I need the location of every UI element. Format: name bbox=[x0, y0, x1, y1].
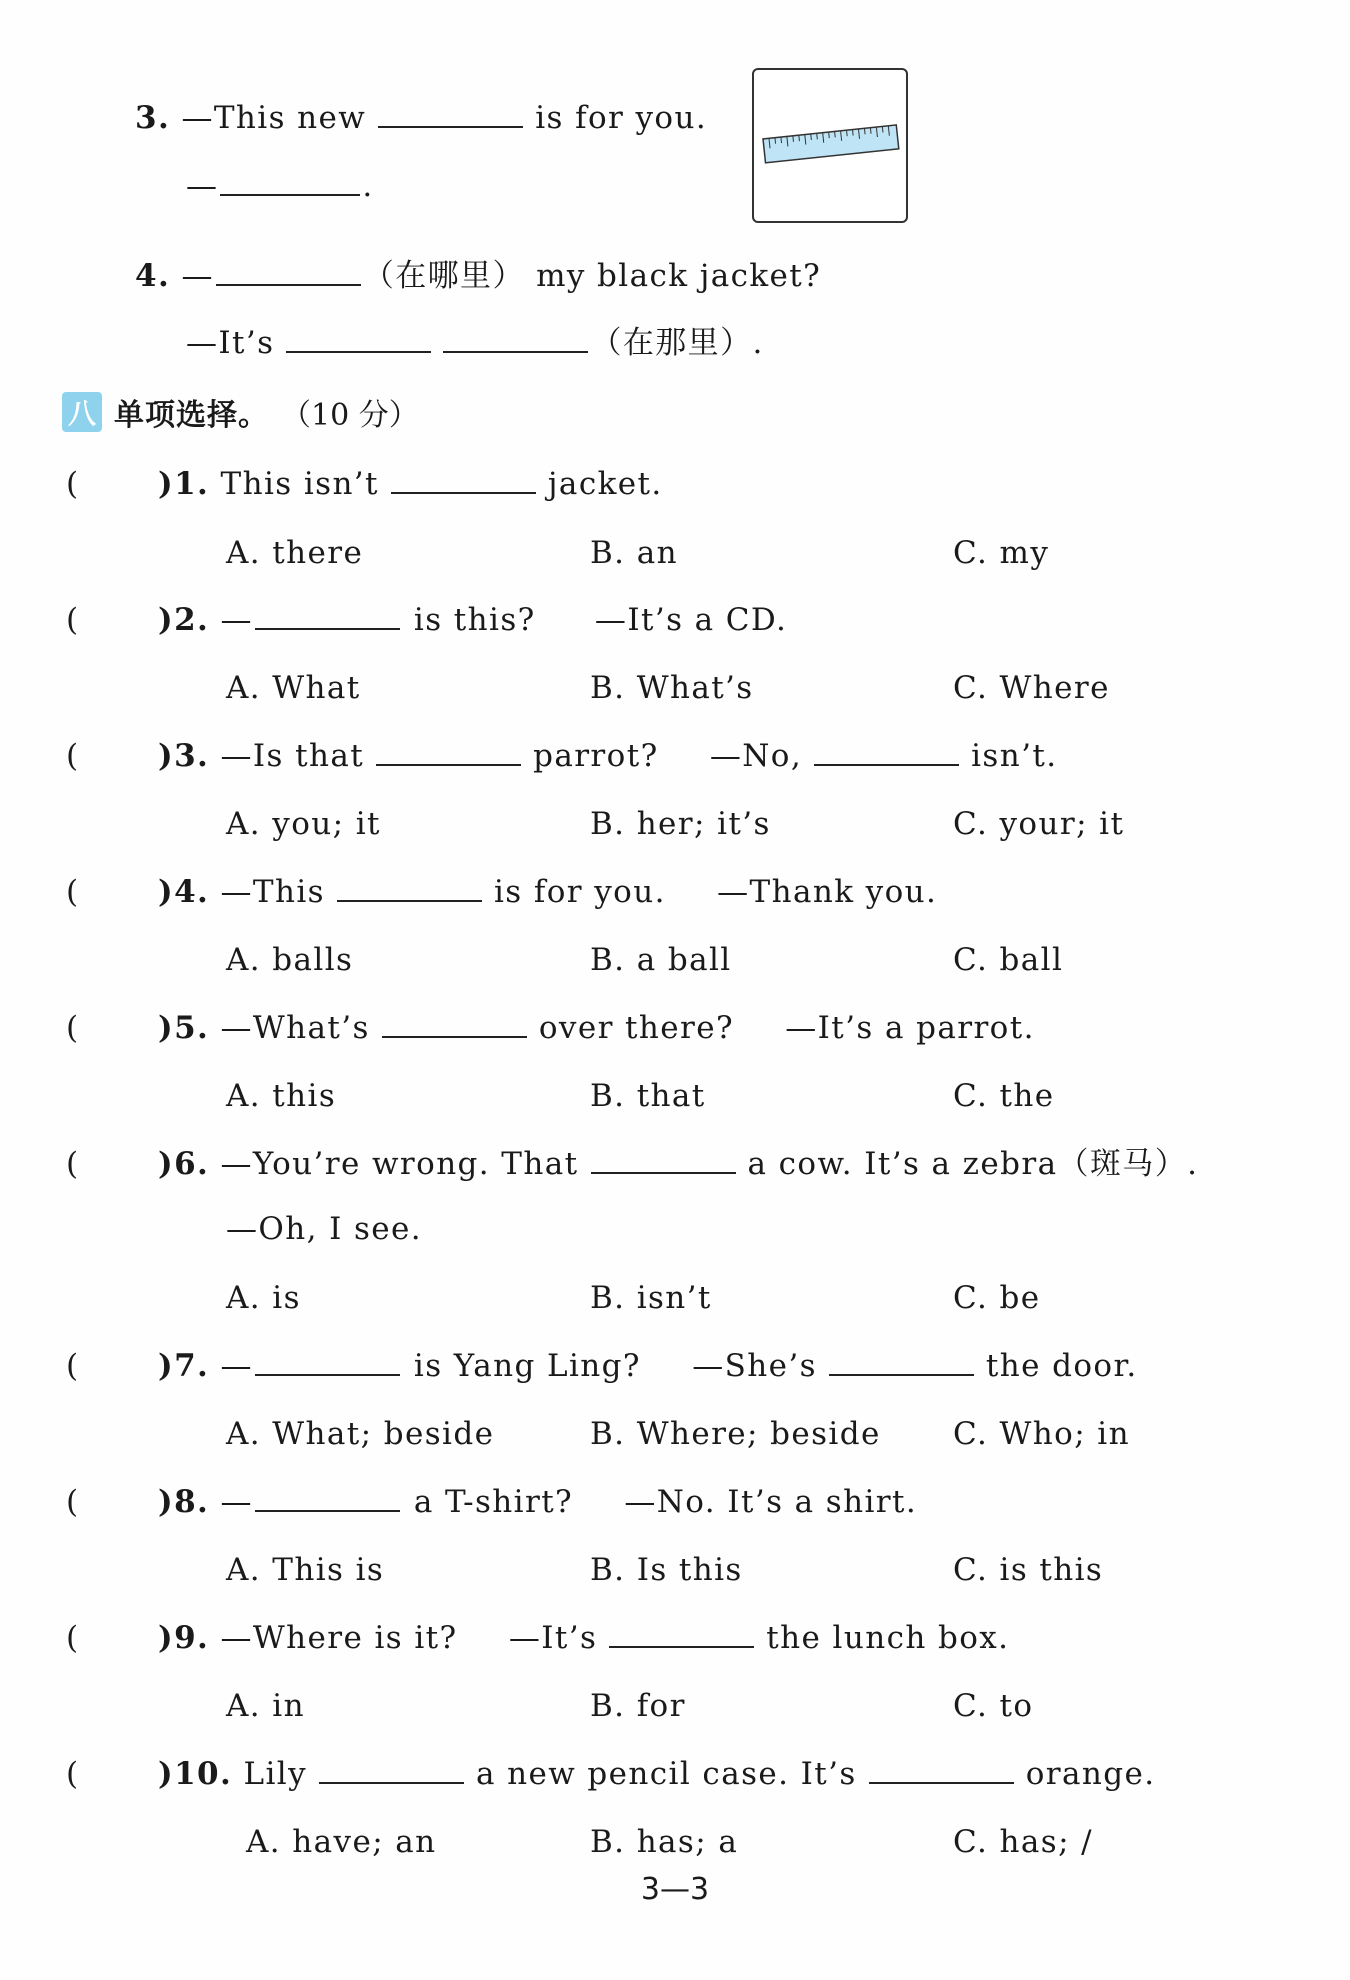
answer-paren[interactable]: ( bbox=[66, 602, 79, 638]
option-b[interactable]: B. isn’t bbox=[590, 1280, 712, 1316]
option-b[interactable]: B. an bbox=[590, 535, 678, 571]
answer-blank bbox=[869, 1756, 1014, 1784]
option-c[interactable]: C. has; / bbox=[953, 1824, 1094, 1860]
answer-blank bbox=[391, 466, 536, 494]
question-9: )9. —Where is it? —It’s the lunch box. bbox=[158, 1620, 1010, 1656]
option-b[interactable]: B. her; it’s bbox=[590, 806, 771, 842]
q4-line2: —It’s （在那里）. bbox=[186, 325, 764, 361]
q3-line2: — . bbox=[186, 168, 374, 204]
question-4: )4. —This is for you. —Thank you. bbox=[158, 874, 938, 910]
answer-blank[interactable] bbox=[286, 325, 431, 353]
option-b[interactable]: B. Is this bbox=[590, 1552, 743, 1588]
answer-blank bbox=[591, 1146, 736, 1174]
page-number: 3—3 bbox=[640, 1872, 710, 1907]
option-c[interactable]: C. Where bbox=[953, 670, 1110, 706]
option-a[interactable]: A. you; it bbox=[226, 806, 381, 842]
answer-blank bbox=[255, 602, 400, 630]
option-a[interactable]: A. This is bbox=[226, 1552, 385, 1588]
option-a[interactable]: A. have; an bbox=[246, 1824, 437, 1860]
question-5: )5. —What’s over there? —It’s a parrot. bbox=[158, 1010, 1035, 1046]
option-c[interactable]: C. my bbox=[953, 535, 1050, 571]
option-c[interactable]: C. your; it bbox=[953, 806, 1125, 842]
option-a[interactable]: A. What bbox=[226, 670, 361, 706]
answer-blank bbox=[382, 1010, 527, 1038]
answer-paren[interactable]: ( bbox=[66, 466, 79, 502]
question-10: )10. Lily a new pencil case. It’s orange. bbox=[158, 1756, 1156, 1792]
section-title: 单项选择。 bbox=[114, 398, 269, 433]
answer-paren[interactable]: ( bbox=[66, 738, 79, 774]
question-6-reply: —Oh, I see. bbox=[226, 1211, 423, 1247]
answer-blank bbox=[319, 1756, 464, 1784]
option-a[interactable]: A. in bbox=[226, 1688, 305, 1724]
question-8: )8. — a T-shirt? —No. It’s a shirt. bbox=[158, 1484, 918, 1520]
option-a[interactable]: A. is bbox=[226, 1280, 301, 1316]
option-c[interactable]: C. ball bbox=[953, 942, 1064, 978]
option-b[interactable]: B. for bbox=[590, 1688, 686, 1724]
answer-blank bbox=[255, 1484, 400, 1512]
ruler-picture-frame bbox=[752, 68, 908, 223]
answer-paren[interactable]: ( bbox=[66, 874, 79, 910]
answer-blank bbox=[337, 874, 482, 902]
option-c[interactable]: C. to bbox=[953, 1688, 1034, 1724]
answer-paren[interactable]: ( bbox=[66, 1484, 79, 1520]
answer-blank bbox=[814, 738, 959, 766]
q4-line1: 4. — （在哪里） my black jacket? bbox=[135, 258, 822, 294]
answer-paren[interactable]: ( bbox=[66, 1348, 79, 1384]
answer-paren[interactable]: ( bbox=[66, 1756, 79, 1792]
answer-blank[interactable] bbox=[378, 100, 523, 128]
q3-line1: 3. —This new is for you. bbox=[135, 100, 708, 136]
option-a[interactable]: A. there bbox=[226, 535, 364, 571]
answer-blank bbox=[255, 1348, 400, 1376]
question-6: )6. —You’re wrong. That a cow. It’s a zebra（斑马）. bbox=[158, 1146, 1199, 1182]
option-c[interactable]: C. Who; in bbox=[953, 1416, 1130, 1452]
option-a[interactable]: A. balls bbox=[226, 942, 354, 978]
answer-paren[interactable]: ( bbox=[66, 1010, 79, 1046]
option-c[interactable]: C. be bbox=[953, 1280, 1041, 1316]
section-number-badge: 八 bbox=[62, 392, 102, 432]
option-b[interactable]: B. a ball bbox=[590, 942, 732, 978]
option-b[interactable]: B. What’s bbox=[590, 670, 754, 706]
option-a[interactable]: A. this bbox=[226, 1078, 337, 1114]
question-7: )7. — is Yang Ling? —She’s the door. bbox=[158, 1348, 1138, 1384]
question-1: )1. This isn’t jacket. bbox=[158, 466, 663, 502]
option-a[interactable]: A. What; beside bbox=[226, 1416, 495, 1452]
section-score: （10 分） bbox=[281, 398, 419, 433]
answer-blank bbox=[609, 1620, 754, 1648]
option-c[interactable]: C. is this bbox=[953, 1552, 1104, 1588]
option-b[interactable]: B. Where; beside bbox=[590, 1416, 881, 1452]
answer-blank[interactable] bbox=[443, 325, 588, 353]
option-b[interactable]: B. has; a bbox=[590, 1824, 739, 1860]
answer-blank[interactable] bbox=[220, 168, 360, 196]
question-3: )3. —Is that parrot? —No, isn’t. bbox=[158, 738, 1058, 774]
answer-blank bbox=[829, 1348, 974, 1376]
answer-blank[interactable] bbox=[216, 258, 361, 286]
ruler-icon bbox=[754, 70, 906, 221]
answer-paren[interactable]: ( bbox=[66, 1620, 79, 1656]
question-2: )2. — is this? —It’s a CD. bbox=[158, 602, 788, 638]
option-c[interactable]: C. the bbox=[953, 1078, 1055, 1114]
answer-blank bbox=[376, 738, 521, 766]
section-header bbox=[62, 390, 419, 434]
option-b[interactable]: B. that bbox=[590, 1078, 706, 1114]
answer-paren[interactable]: ( bbox=[66, 1146, 79, 1182]
